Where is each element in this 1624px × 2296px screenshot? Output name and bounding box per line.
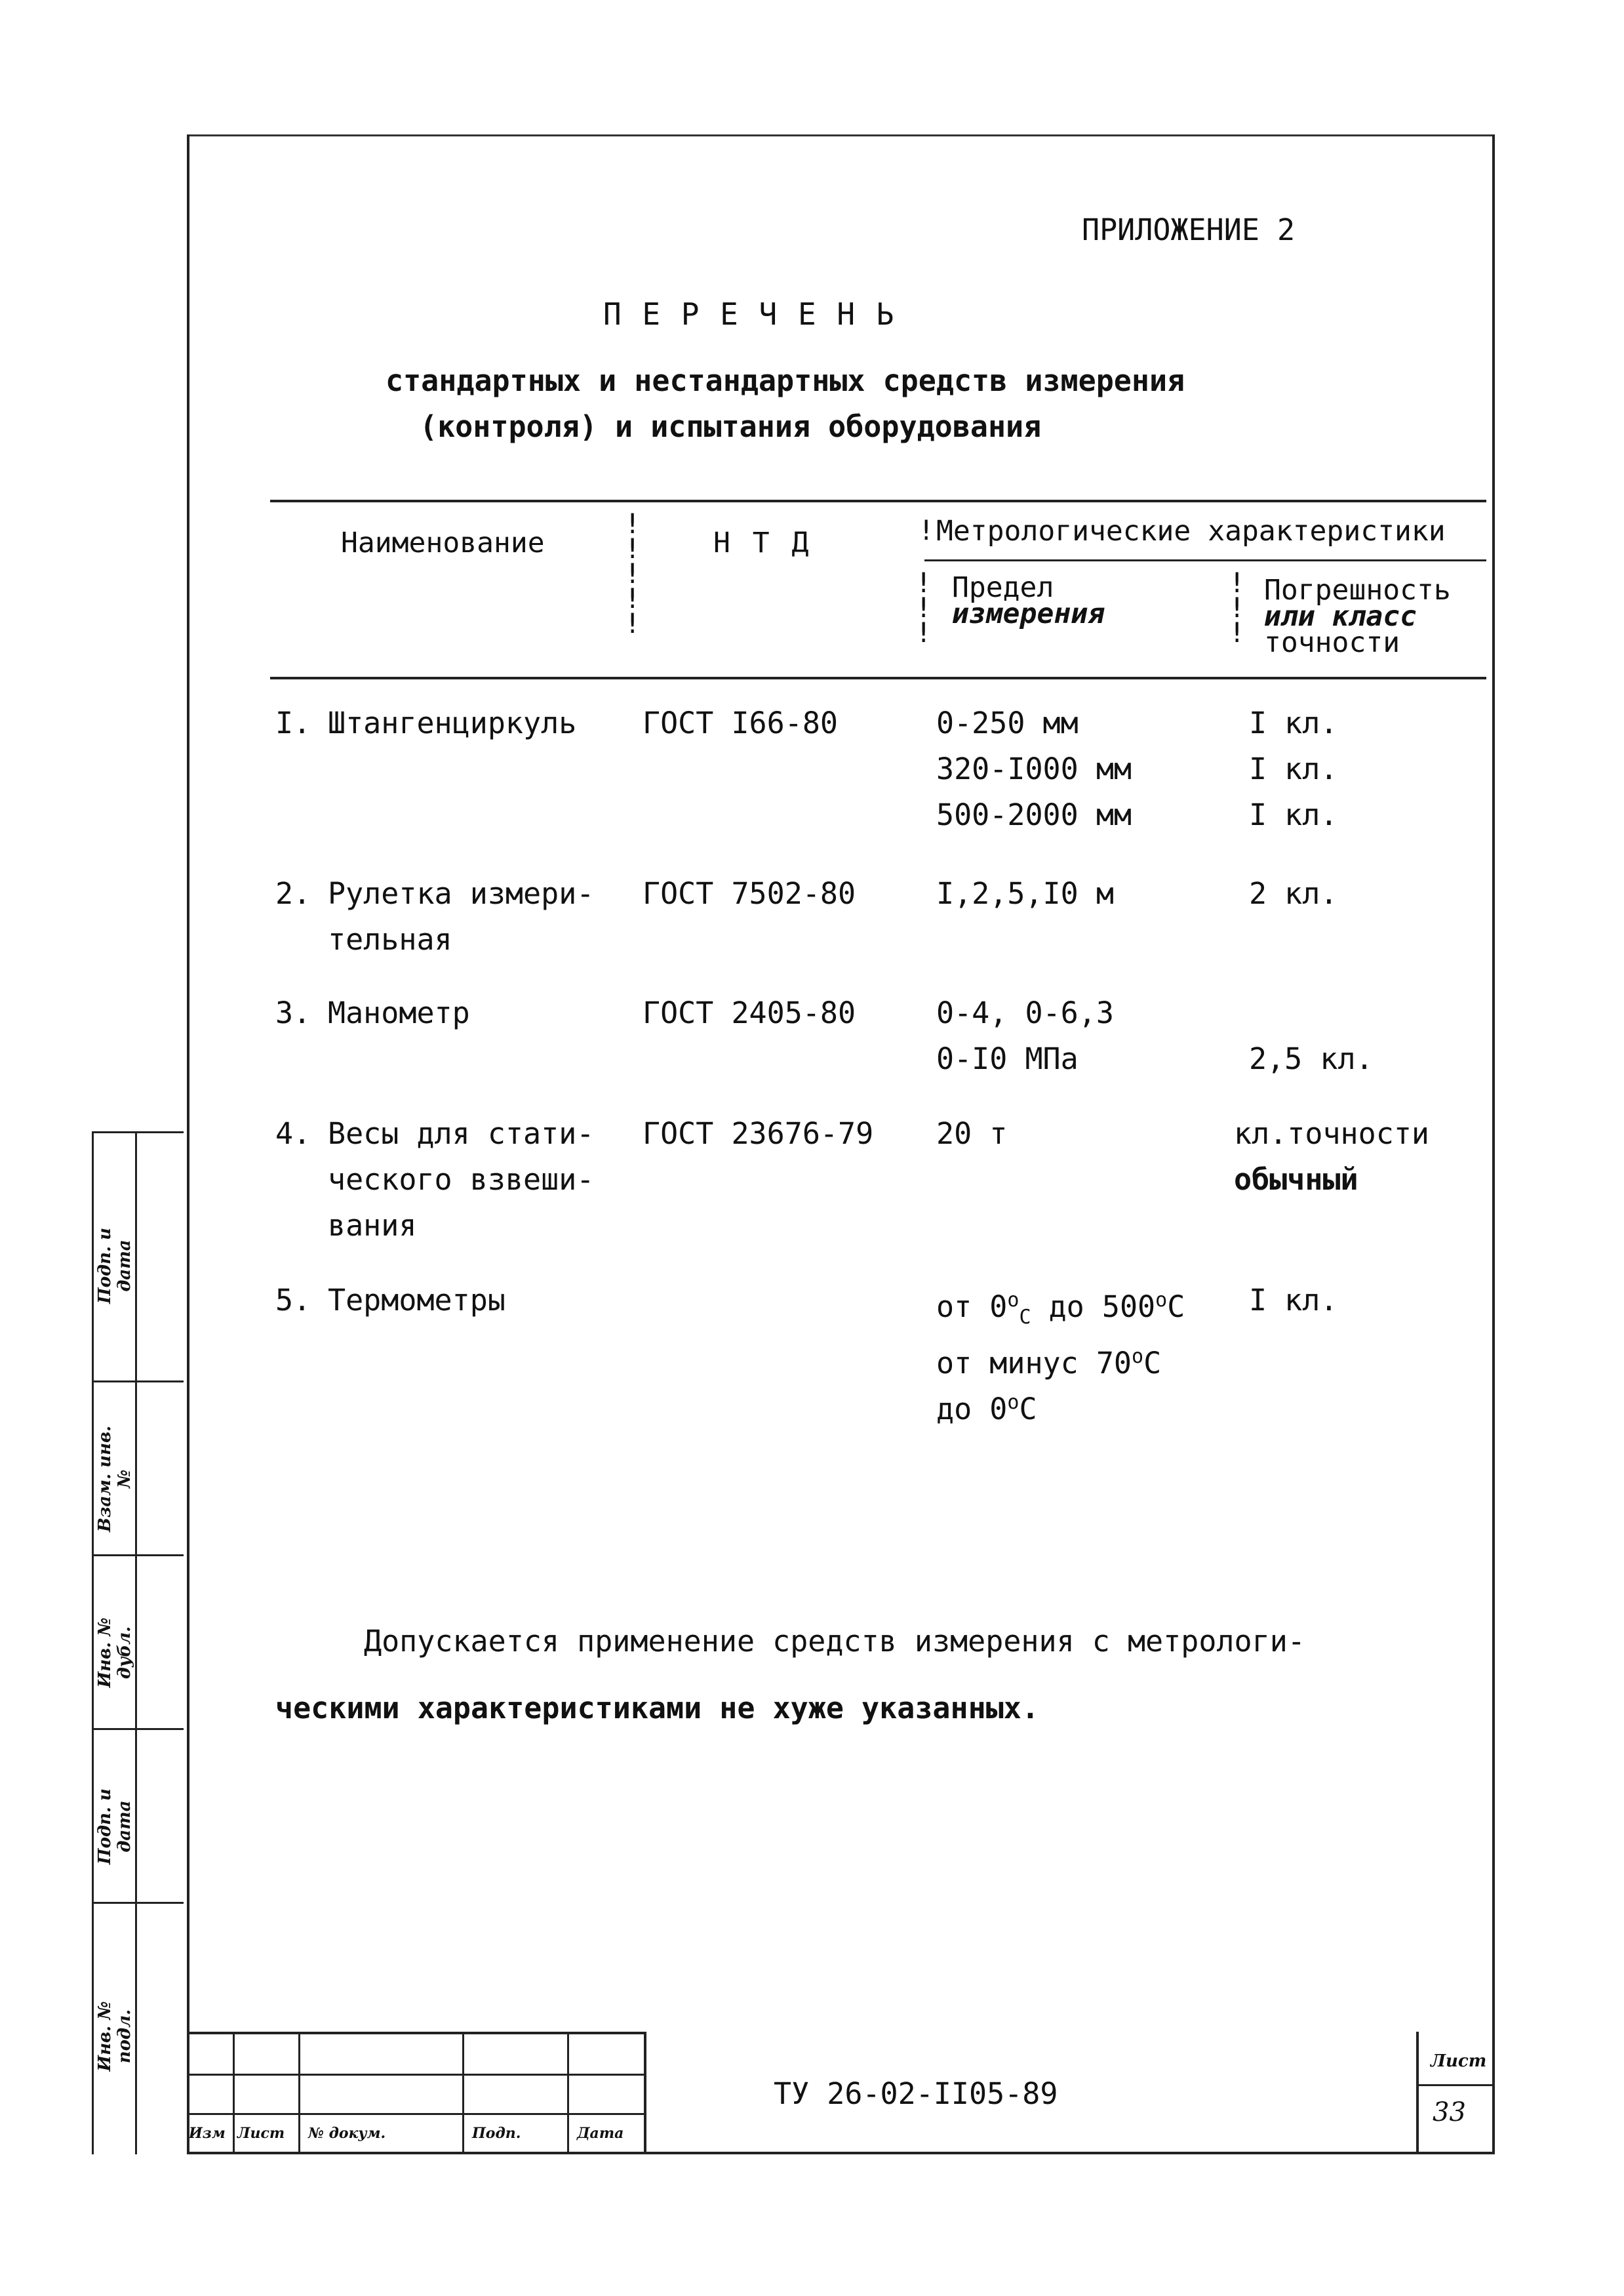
row3-num: 3. <box>275 996 311 1030</box>
header-separator: ! <box>918 514 935 546</box>
tb-col-label: Лист <box>237 2125 285 2142</box>
table-header-bottom-rule <box>270 677 1486 679</box>
tb-col-label: Изм <box>189 2125 226 2142</box>
row2-limit: I,2,5,I0 м <box>936 876 1114 911</box>
title-block-rule <box>644 2032 646 2154</box>
row5-name: Термометры <box>328 1283 505 1318</box>
page-title: П Е Р Е Ч Е Н Ь <box>603 296 896 332</box>
row2-name-2: тельная <box>328 922 452 957</box>
header-limit-2: измерения <box>952 597 1105 630</box>
side-stamp-label: Инв. № дубл. <box>95 1617 134 1688</box>
side-stamp-rule <box>92 1131 94 2154</box>
header-metro: Метрологические характеристики <box>936 515 1446 548</box>
frame-top-border <box>187 134 1495 136</box>
side-stamp <box>92 1131 184 2154</box>
row5-error: I кл. <box>1249 1283 1338 1318</box>
side-stamp-rule <box>92 1728 184 1730</box>
tb-col-label: Дата <box>577 2125 624 2142</box>
header-ntd: Н Т Д <box>713 527 812 559</box>
side-stamp-rule <box>92 1131 184 1133</box>
title-block-rule <box>187 2032 646 2034</box>
row4-name-1: Весы для стати- <box>328 1116 595 1151</box>
row4-error-1: кл.точности <box>1234 1116 1430 1151</box>
side-stamp-label: Инв. № подл. <box>95 2001 134 2072</box>
row5-limit-3: до $0^оС$ <box>936 1391 1037 1426</box>
side-stamp-rule <box>92 1380 184 1382</box>
row2-num: 2. <box>275 876 311 911</box>
sheet-number: 33 <box>1433 2097 1466 2127</box>
row1-ntd: ГОСТ I66-80 <box>643 706 839 740</box>
subtitle-line2: (контроля) и испытания оборудования <box>420 409 1042 444</box>
row2-error: 2 кл. <box>1249 876 1338 911</box>
header-separator: ! ! ! <box>1229 567 1246 649</box>
row3-error: 2,5 кл. <box>1249 1041 1374 1076</box>
row2-ntd: ГОСТ 7502-80 <box>643 876 856 911</box>
title-block-rule <box>187 2074 646 2076</box>
side-stamp-label: Взам. инв. № <box>95 1425 134 1533</box>
tb-col-label: № докум. <box>308 2125 386 2142</box>
side-stamp-rule <box>92 1554 184 1556</box>
side-stamp-label: Подп. и дата <box>95 1228 134 1304</box>
row4-error-2: обычный <box>1234 1162 1358 1197</box>
side-stamp-rule <box>92 1902 184 1904</box>
title-block-rule <box>1416 2032 1419 2154</box>
side-stamp-label: Подп. и дата <box>95 1788 134 1864</box>
row1-name: Штангенциркуль <box>328 706 577 740</box>
document-code: ТУ 26-02-II05-89 <box>774 2076 1058 2111</box>
title-block-rule <box>233 2032 235 2154</box>
row1-error-3: I кл. <box>1249 797 1338 832</box>
row4-limit: 20 т <box>936 1116 1008 1151</box>
row1-num: I. <box>275 706 311 740</box>
sheet-label: Лист <box>1431 2051 1487 2071</box>
title-block-rule <box>1416 2084 1495 2086</box>
header-separator: ! ! ! ! ! <box>624 508 641 639</box>
note-line2: ческими характеристиками не хуже указанных. <box>275 1691 1039 1725</box>
title-block-rule <box>462 2032 464 2154</box>
appendix-label: ПРИЛОЖЕНИЕ 2 <box>1082 212 1296 247</box>
row5-limit-2: от минус $70^оС$ <box>936 1345 1162 1380</box>
frame-left-border <box>187 134 189 2154</box>
row3-name: Манометр <box>328 996 470 1030</box>
row1-error-1: I кл. <box>1249 706 1338 740</box>
row3-ntd: ГОСТ 2405-80 <box>643 996 856 1030</box>
note-line1: Допускается применение средств измерения с метрологи- <box>364 1624 1305 1659</box>
title-block-rule <box>298 2032 300 2154</box>
row1-limit-1: 0-250 мм <box>936 706 1079 740</box>
title-block-rule <box>567 2032 569 2154</box>
row4-num: 4. <box>275 1116 311 1151</box>
table-top-rule <box>270 500 1486 502</box>
header-name: Наименование <box>341 527 545 559</box>
row4-name-3: вания <box>328 1208 417 1243</box>
row4-ntd: ГОСТ 23676-79 <box>643 1116 874 1151</box>
header-separator: ! ! ! <box>915 567 932 649</box>
header-error-2: или класс <box>1264 600 1417 633</box>
side-stamp-rule <box>135 1131 137 2154</box>
header-error-3: точности <box>1264 626 1400 659</box>
row5-num: 5. <box>275 1283 311 1318</box>
row5-limit-1: от $0^о_С$ до $500^оС$ <box>936 1289 1185 1329</box>
row3-limit-2: 0-I0 МПа <box>936 1041 1079 1076</box>
title-block-rule <box>187 2113 646 2115</box>
row2-name-1: Рулетка измери- <box>328 876 595 911</box>
frame-right-border <box>1492 134 1495 2154</box>
row4-name-2: ческого взвеши- <box>328 1162 595 1197</box>
row1-error-2: I кл. <box>1249 752 1338 786</box>
tb-col-label: Подп. <box>472 2125 521 2142</box>
subtitle-line1: стандартных и нестандартных средств измерения <box>386 363 1185 398</box>
row3-limit-1: 0-4, 0-6,3 <box>936 996 1114 1030</box>
frame-bottom-border <box>187 2152 1495 2154</box>
metro-sub-rule <box>924 559 1486 561</box>
row1-limit-2: 320-I000 мм <box>936 752 1132 786</box>
row1-limit-3: 500-2000 мм <box>936 797 1132 832</box>
header-error-1: Погрешность <box>1264 574 1451 607</box>
header-limit-1: Предел <box>952 571 1054 604</box>
